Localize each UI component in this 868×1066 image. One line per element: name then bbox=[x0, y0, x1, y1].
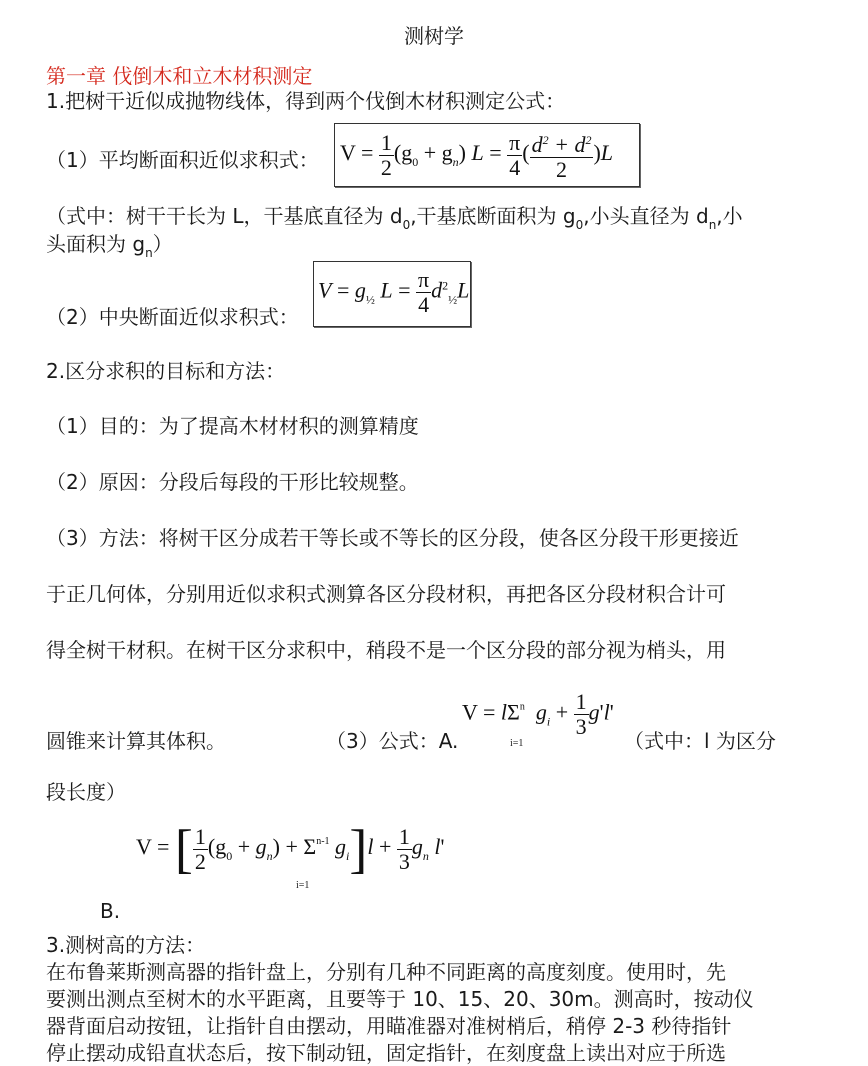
formula-2: $V = g_{\frac{1}{2}}$ L = $\frac{\pi}{4}$ $d^2_{\frac{1}{2}}L$ bbox=[318, 267, 470, 317]
section-3-heading: 3.测树高的方法： bbox=[46, 933, 206, 957]
paragraph: （1）目的：为了提高木材材积的测算精度 bbox=[46, 414, 419, 438]
formula-b-index: i=1 bbox=[296, 880, 310, 891]
paragraph: 于正几何体，分别用近似求积式测算各区分段材积，再把各区分段材积合计可 bbox=[46, 582, 726, 606]
page-title: 测树学 bbox=[404, 24, 464, 48]
paragraph: 要测出测点至树木的水平距离，且要等于 10、15、20、30m。测高时，按动仪 bbox=[46, 987, 754, 1011]
paragraph: 在布鲁莱斯测高器的指针盘上，分别有几种不同距离的高度刻度。使用时，先 bbox=[46, 960, 726, 984]
formula-a-index: i=1 bbox=[510, 738, 524, 749]
formula-note: （式中：树干干长为 L，干基底直径为 $d_0$,干基底断面积为 $g_0$,小头直径为 $d_n$,小 bbox=[46, 204, 743, 232]
section-1-heading: 1.把树干近似成抛物线体，得到两个伐倒木材积测定公式： bbox=[46, 89, 566, 113]
formula-1: V = $\frac{1}{2}$ $(g_0 + g_n) L$ = $\frac{\pi}{4}$ ( $\frac{d^2 + d^2}{2}$ )L bbox=[340, 129, 614, 182]
paragraph: 器背面启动按钮，让指针自由摆动，用瞄准器对准树梢后，稍停 2-3 秒待指针 bbox=[46, 1014, 732, 1038]
formula-note-cont: 头面积为 $g_n$） bbox=[46, 232, 173, 260]
paragraph: 停止摆动成铅直状态后，按下制动钮，固定指针，在刻度盘上读出对应于所选 bbox=[46, 1041, 726, 1065]
section-2-heading: 2.区分求积的目标和方法： bbox=[46, 359, 286, 383]
chapter-heading: 第一章 伐倒木和立木材积测定 bbox=[46, 64, 313, 88]
formula-a-note: （式中：l 为区分 bbox=[624, 729, 776, 753]
formula-a-label: （3）公式：A. bbox=[326, 729, 459, 753]
paragraph: 圆锥来计算其体积。 bbox=[46, 729, 226, 753]
formula-b: V = [ $\frac{1}{2}$ $(g_0 + g_n) + \Sigma^{n-1}$ $g_i]l$ + $\frac{1}{3}$ $g_n$ l' bbox=[136, 819, 445, 879]
formula-a: $V = l\Sigma^n$ $g_i$ + $\frac{1}{3}$ g'l' bbox=[462, 689, 614, 739]
paragraph: 得全树干材积。在树干区分求积中，稍段不是一个区分段的部分视为梢头，用 bbox=[46, 638, 726, 662]
formula-1-label: （1）平均断面积近似求积式： bbox=[46, 148, 319, 172]
paragraph: （3）方法：将树干区分成若干等长或不等长的区分段，使各区分段干形更接近 bbox=[46, 526, 739, 550]
formula-2-label: （2）中央断面近似求积式： bbox=[46, 305, 299, 329]
paragraph: 段长度） bbox=[46, 780, 126, 804]
paragraph: （2）原因：分段后每段的干形比较规整。 bbox=[46, 470, 419, 494]
formula-b-label: B. bbox=[100, 899, 121, 923]
